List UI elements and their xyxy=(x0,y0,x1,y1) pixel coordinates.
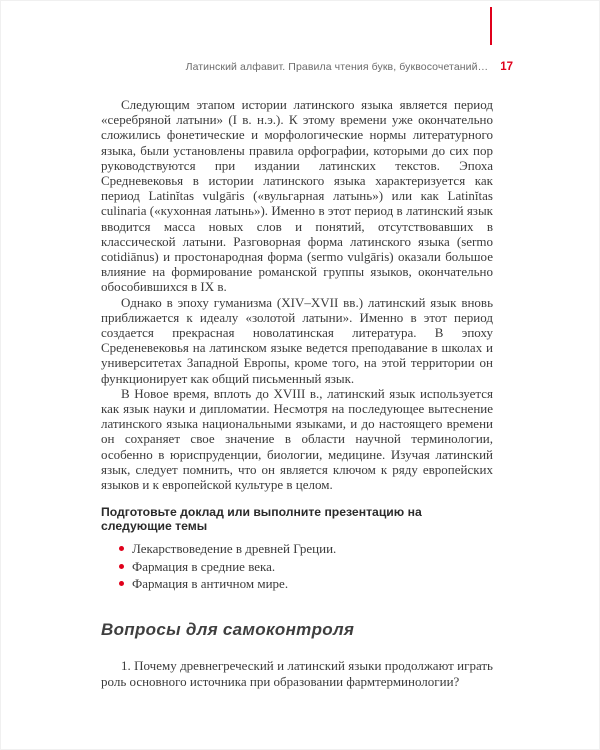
page-number: 17 xyxy=(500,61,513,73)
list-item xyxy=(119,558,493,576)
bullet-icon xyxy=(119,581,124,586)
paragraph-2: Однако в эпоху гуманизма (XIV–XVII вв.) латинский язык вновь приближается к идеалу «золотой латыни». Именно в этот период создается прекрасная новолатинская литература. В эпоху Среденевековья на латинском языке ведется преподавание в школах и университетах Западной Европы, кроме того, на этой территории он функционирует как общий письменный язык. xyxy=(101,294,493,386)
task-list xyxy=(101,540,493,593)
list-item xyxy=(119,575,493,593)
accent-rule xyxy=(490,7,492,45)
bullet-icon xyxy=(119,564,124,569)
page-content xyxy=(101,97,493,690)
paragraph-1: Следующим этапом истории латинского языка является период «серебряной латыни» (I в. н.э.). К этому времени уже окончательно сложились фонетические и морфологические нормы литературного языка, были установлены правила орфографии, которыми до сих пор руководствуются при издании латинских текстов. Эпоха Средневековья в истории латинского языка характеризуется как период Latinĭtas vulgāris («вульгарная латынь») или как Latinĭtas culinaria («кухонная латынь»). Именно в этот период в латинский язык вводится масса новых слов и понятий, отсутствовавших в классической латыни. Разговорная форма латинского языка (sermo cotidiānus) и простонародная форма (sermo vulgāris) оказали большое влияние на формирование романской группы языков, окончательно обособившихся в IX в. xyxy=(101,97,493,295)
list-item-label: Фармация в античном мире. xyxy=(132,576,289,592)
paragraph-3: В Новое время, вплоть до XVIII в., латинский язык используется как язык науки и дипломатии. Несмотря на последующее вытеснение латинского языка национальными языками, и до настоящего времени он сохраняет свое значение в области научной терминологии, особенно в юриспруденции, биологии, медицине. Изучая латинский язык, следует помнить, что он является ключом к ряду европейских языков и к европейской культуре в целом. xyxy=(101,385,493,493)
list-item-label: Лекарствоведение в древней Греции. xyxy=(132,541,337,557)
running-header xyxy=(101,61,513,73)
list-item-label: Фармация в средние века. xyxy=(132,558,276,574)
section-title: Вопросы для самоконтроля xyxy=(101,619,355,639)
header-title: Латинский алфавит. Правила чтения букв, буквосочетаний… xyxy=(185,61,489,73)
list-item xyxy=(119,540,493,558)
bullet-icon xyxy=(119,546,124,551)
question-paragraph: 1. Почему древнегреческий и латинский языки продолжают играть роль основного источника при образовании фармтерминологии? xyxy=(101,657,493,689)
tasks-heading: Подготовьте доклад или выполните презентацию на следующие темы xyxy=(101,505,422,534)
